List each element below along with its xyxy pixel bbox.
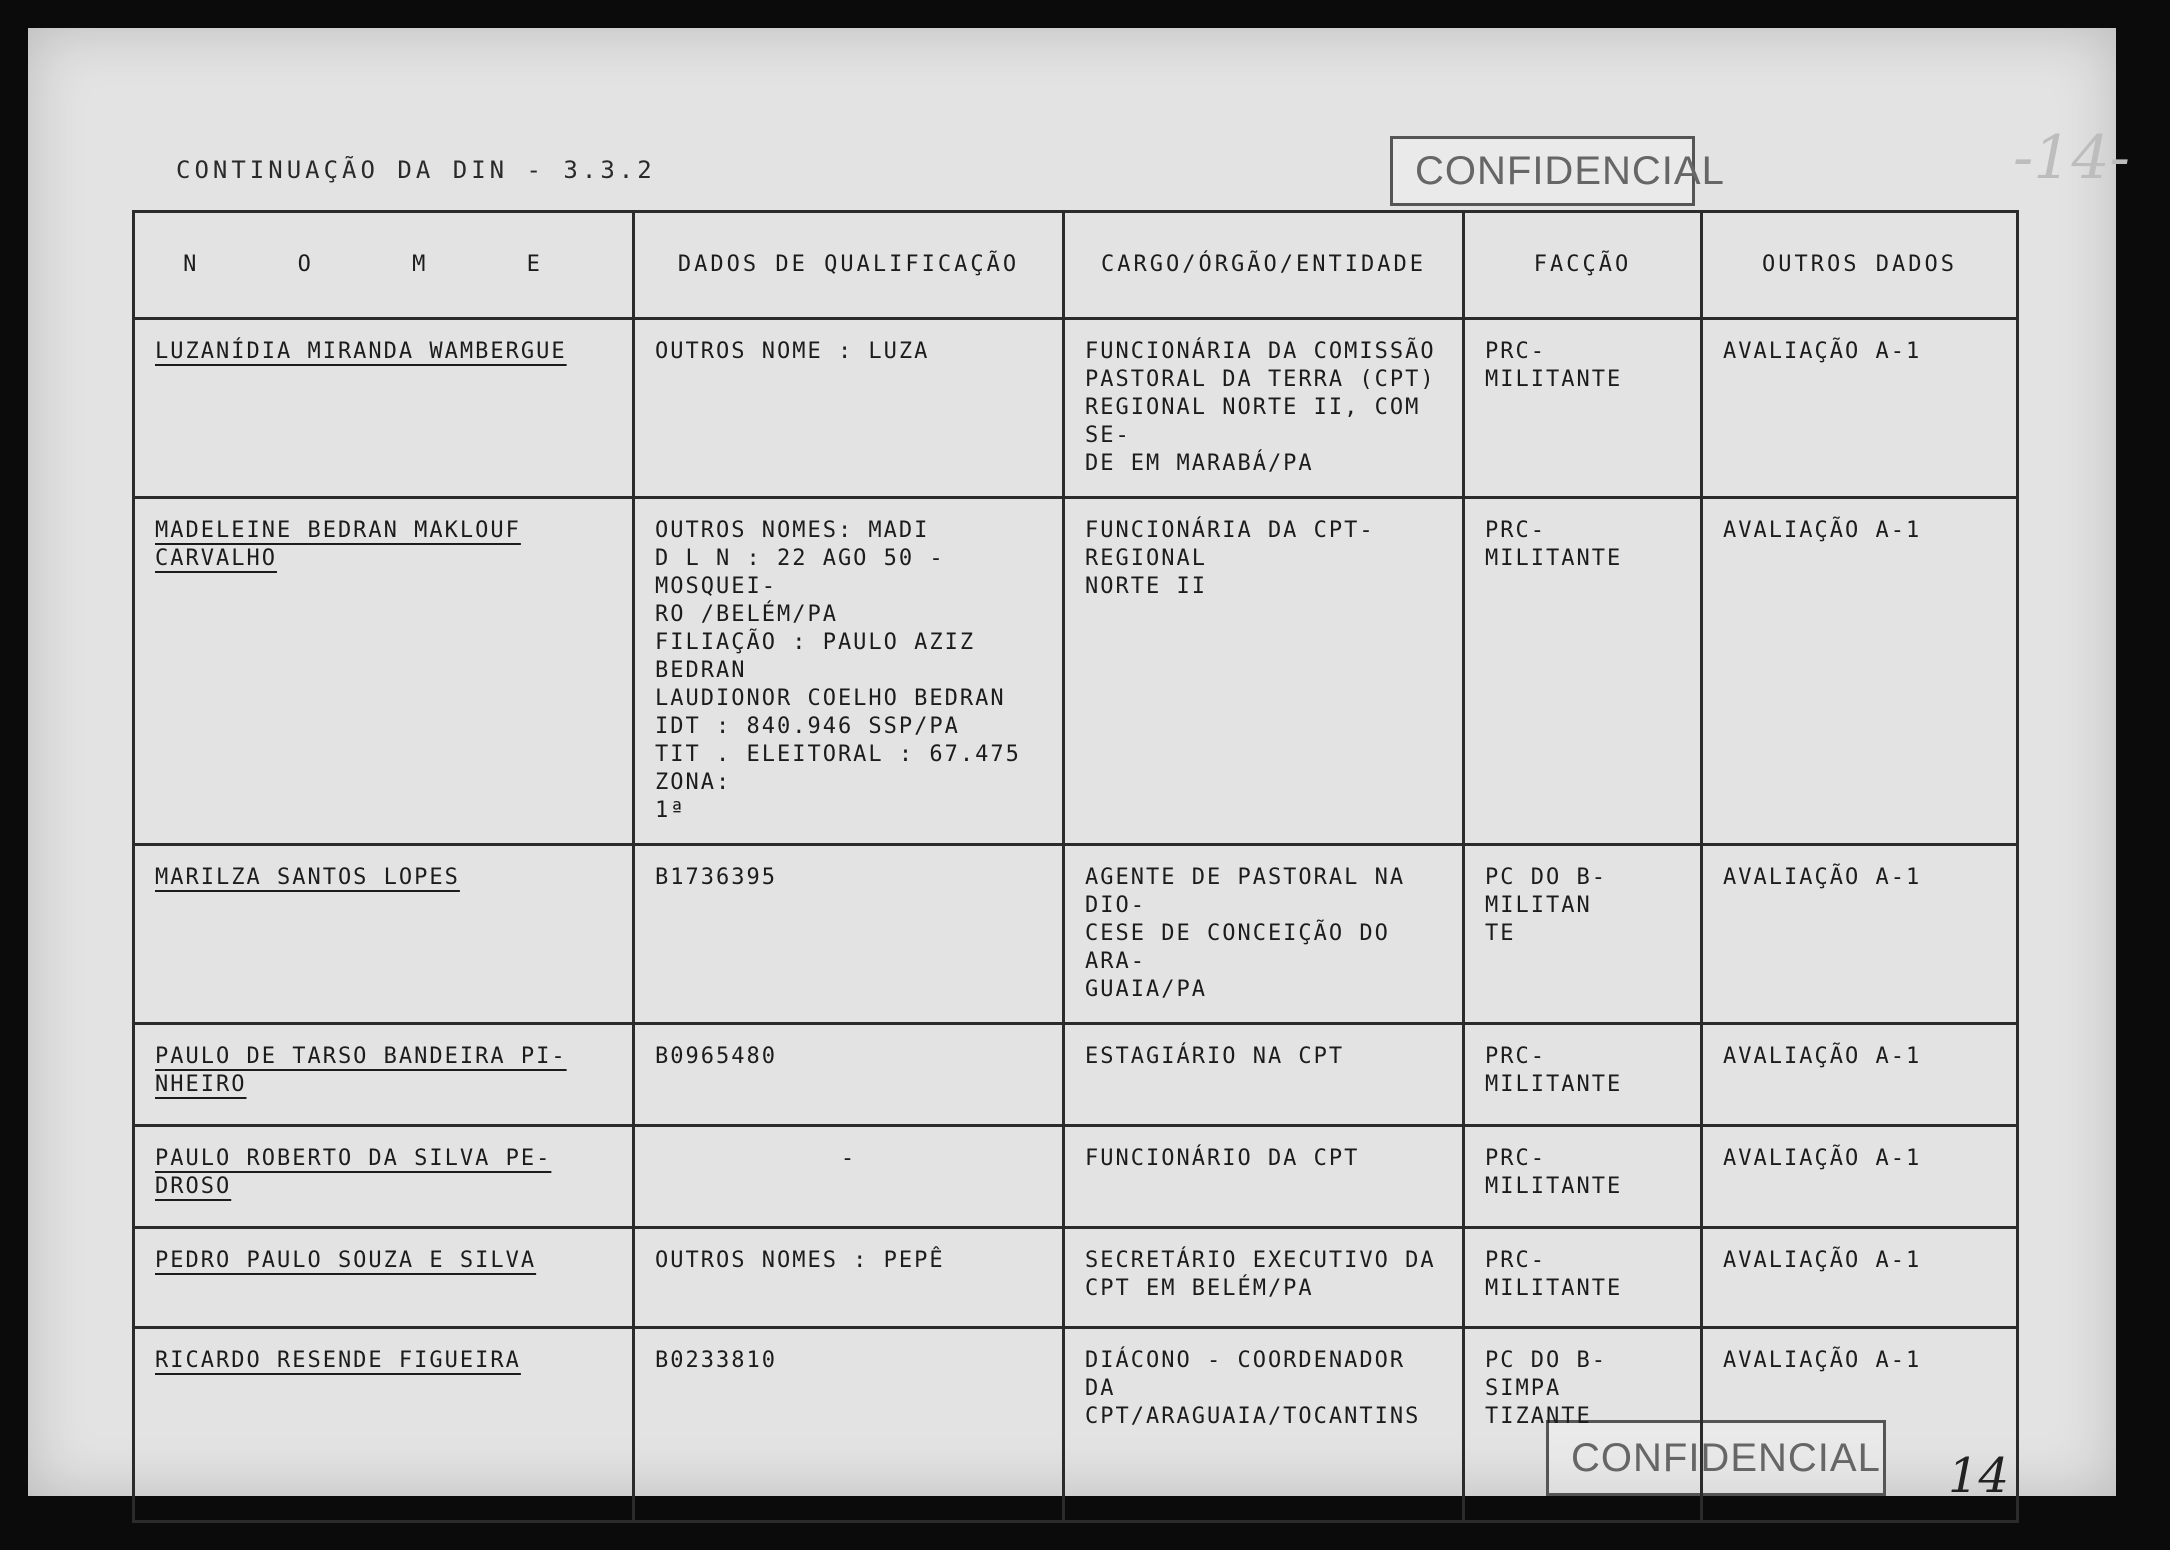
cell-faccao: PC DO B-MILITAN TE <box>1464 845 1702 1024</box>
person-name: RICARDO RESENDE FIGUEIRA <box>155 1348 521 1373</box>
cell-faccao: PRC-MILITANTE <box>1464 319 1702 498</box>
table-row <box>134 1328 2018 1522</box>
person-name: MADELEINE BEDRAN MAKLOUF CARVALHO <box>155 518 521 571</box>
cell-outros: AVALIAÇÃO A-1 <box>1702 1228 2018 1328</box>
header-nome: N O M E <box>134 212 634 319</box>
table-header-row <box>134 212 2018 319</box>
table-row <box>134 1228 2018 1328</box>
page-number-bottom: 14 <box>1948 1448 2010 1504</box>
cell-cargo: SECRETÁRIO EXECUTIVO DA CPT EM BELÉM/PA <box>1064 1228 1464 1328</box>
cell-cargo: DIÁCONO - COORDENADOR DA CPT/ARAGUAIA/TOCANTINS <box>1064 1328 1464 1522</box>
cell-nome <box>134 319 634 498</box>
persons-table <box>132 210 2019 1523</box>
cell-faccao: PRC-MILITANTE <box>1464 1228 1702 1328</box>
cell-dados: - <box>634 1126 1064 1228</box>
cell-outros: AVALIAÇÃO A-1 <box>1702 319 2018 498</box>
cell-cargo: ESTAGIÁRIO NA CPT <box>1064 1024 1464 1126</box>
cell-cargo: FUNCIONÁRIA DA COMISSÃO PASTORAL DA TERRA (CPT) REGIONAL NORTE II, COM SE- DE EM MARABÁ/PA <box>1064 319 1464 498</box>
cell-dados: OUTROS NOME : LUZA <box>634 319 1064 498</box>
person-name: MARILZA SANTOS LOPES <box>155 865 460 890</box>
person-name: PEDRO PAULO SOUZA E SILVA <box>155 1248 537 1273</box>
document-reference: CONTINUAÇÃO DA DIN - 3.3.2 <box>176 156 656 184</box>
person-name: PAULO DE TARSO BANDEIRA PI- NHEIRO <box>155 1044 567 1097</box>
cell-outros: AVALIAÇÃO A-1 <box>1702 1024 2018 1126</box>
cell-cargo: AGENTE DE PASTORAL NA DIO- CESE DE CONCEIÇÃO DO ARA- GUAIA/PA <box>1064 845 1464 1024</box>
table-row <box>134 319 2018 498</box>
table-row <box>134 498 2018 845</box>
cell-dados: B0233810 <box>634 1328 1064 1522</box>
cell-nome <box>134 845 634 1024</box>
header-faccao: FACÇÃO <box>1464 212 1702 319</box>
table-row <box>134 1024 2018 1126</box>
confidential-stamp-bottom: CONFIDENCIAL <box>1546 1420 1886 1496</box>
header-dados: DADOS DE QUALIFICAÇÃO <box>634 212 1064 319</box>
cell-outros: AVALIAÇÃO A-1 <box>1702 1126 2018 1228</box>
person-name: PAULO ROBERTO DA SILVA PE- DROSO <box>155 1146 552 1199</box>
cell-dados: B1736395 <box>634 845 1064 1024</box>
cell-nome <box>134 1126 634 1228</box>
cell-faccao: PRC-MILITANTE <box>1464 1126 1702 1228</box>
cell-outros: AVALIAÇÃO A-1 <box>1702 498 2018 845</box>
cell-faccao: PRC-MILITANTE <box>1464 498 1702 845</box>
cell-dados: B0965480 <box>634 1024 1064 1126</box>
table-row <box>134 845 2018 1024</box>
cell-nome <box>134 1228 634 1328</box>
cell-outros: AVALIAÇÃO A-1 <box>1702 1328 2018 1522</box>
cell-nome <box>134 498 634 845</box>
cell-faccao: PC DO B- SIMPA TIZANTE <box>1464 1328 1702 1522</box>
cell-nome <box>134 1024 634 1126</box>
cell-outros: AVALIAÇÃO A-1 <box>1702 845 2018 1024</box>
page-number-top: -14- <box>2013 123 2130 193</box>
cell-dados: OUTROS NOMES: MADI D L N : 22 AGO 50 - MOSQUEI- RO /BELÉM/PA FILIAÇÃO : PAULO AZIZ BEDRAN LAUDIONOR COELHO BEDRAN IDT : 840.946 SSP/PA TIT . ELEITORAL : 67.475 ZONA: 1ª <box>634 498 1064 845</box>
cell-cargo: FUNCIONÁRIA DA CPT-REGIONAL NORTE II <box>1064 498 1464 845</box>
cell-dados: OUTROS NOMES : PEPÊ <box>634 1228 1064 1328</box>
confidential-stamp-top: CONFIDENCIAL <box>1390 136 1695 206</box>
cell-nome <box>134 1328 634 1522</box>
cell-cargo: FUNCIONÁRIO DA CPT <box>1064 1126 1464 1228</box>
table-row <box>134 1126 2018 1228</box>
header-outros: OUTROS DADOS <box>1702 212 2018 319</box>
header-cargo: CARGO/ÓRGÃO/ENTIDADE <box>1064 212 1464 319</box>
cell-faccao: PRC-MILITANTE <box>1464 1024 1702 1126</box>
person-name: LUZANÍDIA MIRANDA WAMBERGUE <box>155 339 567 364</box>
